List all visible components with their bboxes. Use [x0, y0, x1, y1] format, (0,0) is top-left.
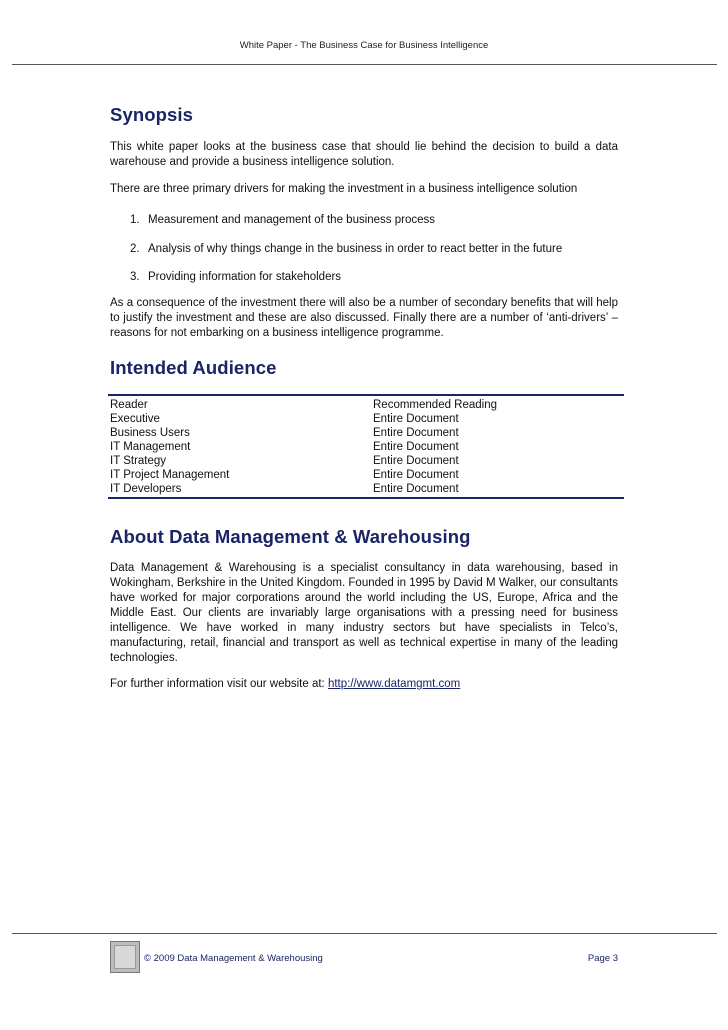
- table-header-row: [108, 398, 624, 412]
- logo-graphic: [114, 945, 136, 969]
- list-item-text: Analysis of why things change in the business in order to react better in the future: [148, 243, 563, 255]
- table-row: [108, 440, 624, 454]
- list-item-number: 1.: [130, 214, 140, 226]
- table-cell-reading: Entire Document: [373, 427, 459, 439]
- website-paragraph: [110, 677, 618, 692]
- synopsis-paragraph-1: This white paper looks at the business case that should lie behind the decision to build a data warehouse and provide a business intelligence solution.: [110, 141, 618, 168]
- website-prefix: For further information visit our website at:: [110, 678, 328, 690]
- audience-heading: Intended Audience: [110, 357, 277, 378]
- table-cell-reading: Entire Document: [373, 441, 459, 453]
- synopsis-paragraph-2: There are three primary drivers for making the investment in a business intelligence solution: [110, 183, 578, 195]
- table-cell-reader: Executive: [110, 413, 160, 425]
- table-cell-reader: IT Management: [110, 441, 191, 453]
- list-item-number: 2.: [130, 243, 140, 255]
- table-cell-reading: Entire Document: [373, 455, 459, 467]
- column-header-reader: Reader: [110, 399, 148, 411]
- footer-divider: [12, 933, 717, 934]
- table-cell-reader: IT Strategy: [110, 455, 167, 467]
- page-number: Page 3: [587, 953, 618, 964]
- footer-copyright: © 2009 Data Management & Warehousing: [144, 953, 323, 964]
- table-row: [108, 482, 624, 496]
- table-cell-reader: IT Project Management: [110, 469, 230, 481]
- about-heading: About Data Management & Warehousing: [110, 526, 471, 547]
- table-row: [108, 426, 624, 440]
- list-item: [130, 214, 435, 226]
- list-item: [130, 243, 562, 255]
- table-row: [108, 468, 624, 482]
- company-logo: [110, 941, 140, 973]
- list-item-text: Measurement and management of the business process: [148, 214, 436, 226]
- audience-table: [108, 394, 624, 499]
- synopsis-heading: Synopsis: [110, 104, 194, 125]
- synopsis-paragraph-3: As a consequence of the investment there will also be a number of secondary benefits that will help to justify the investment and these are also discussed. Finally there are a number of ‘anti-drivers’ – reasons for not embarking on a business intelligence programme.: [110, 297, 618, 339]
- table-cell-reading: Entire Document: [373, 469, 459, 481]
- about-paragraph: Data Management & Warehousing is a specialist consultancy in data warehousing, based in Wokingham, Berkshire in the United Kingdom. Founded in 1995 by David M Walker, our consultants have worked for major corporations around the world including the US, Europe, Africa and the Middle East. Our clients are invariably large organisations with a pressing need for business intelligence. We have worked in many industry sectors but have specialists in Telco’s, manufacturing, retail, financial and transport as well as technical expertise in many of the leading technologies.: [110, 562, 618, 664]
- list-item-number: 3.: [130, 271, 140, 283]
- table-cell-reading: Entire Document: [373, 483, 459, 495]
- column-header-reading: Recommended Reading: [373, 399, 498, 411]
- table-row: [108, 454, 624, 468]
- table-cell-reader: IT Developers: [110, 483, 182, 495]
- list-item-text: Providing information for stakeholders: [148, 271, 342, 283]
- page-footer: [110, 941, 618, 975]
- table-row: [108, 412, 624, 426]
- list-item: [130, 271, 341, 283]
- table-cell-reading: Entire Document: [373, 413, 459, 425]
- table-cell-reader: Business Users: [110, 427, 190, 439]
- header-divider: [12, 64, 717, 65]
- page-header: White Paper - The Business Case for Business Intelligence: [239, 40, 489, 51]
- website-link[interactable]: http://www.datamgmt.com: [327, 678, 461, 690]
